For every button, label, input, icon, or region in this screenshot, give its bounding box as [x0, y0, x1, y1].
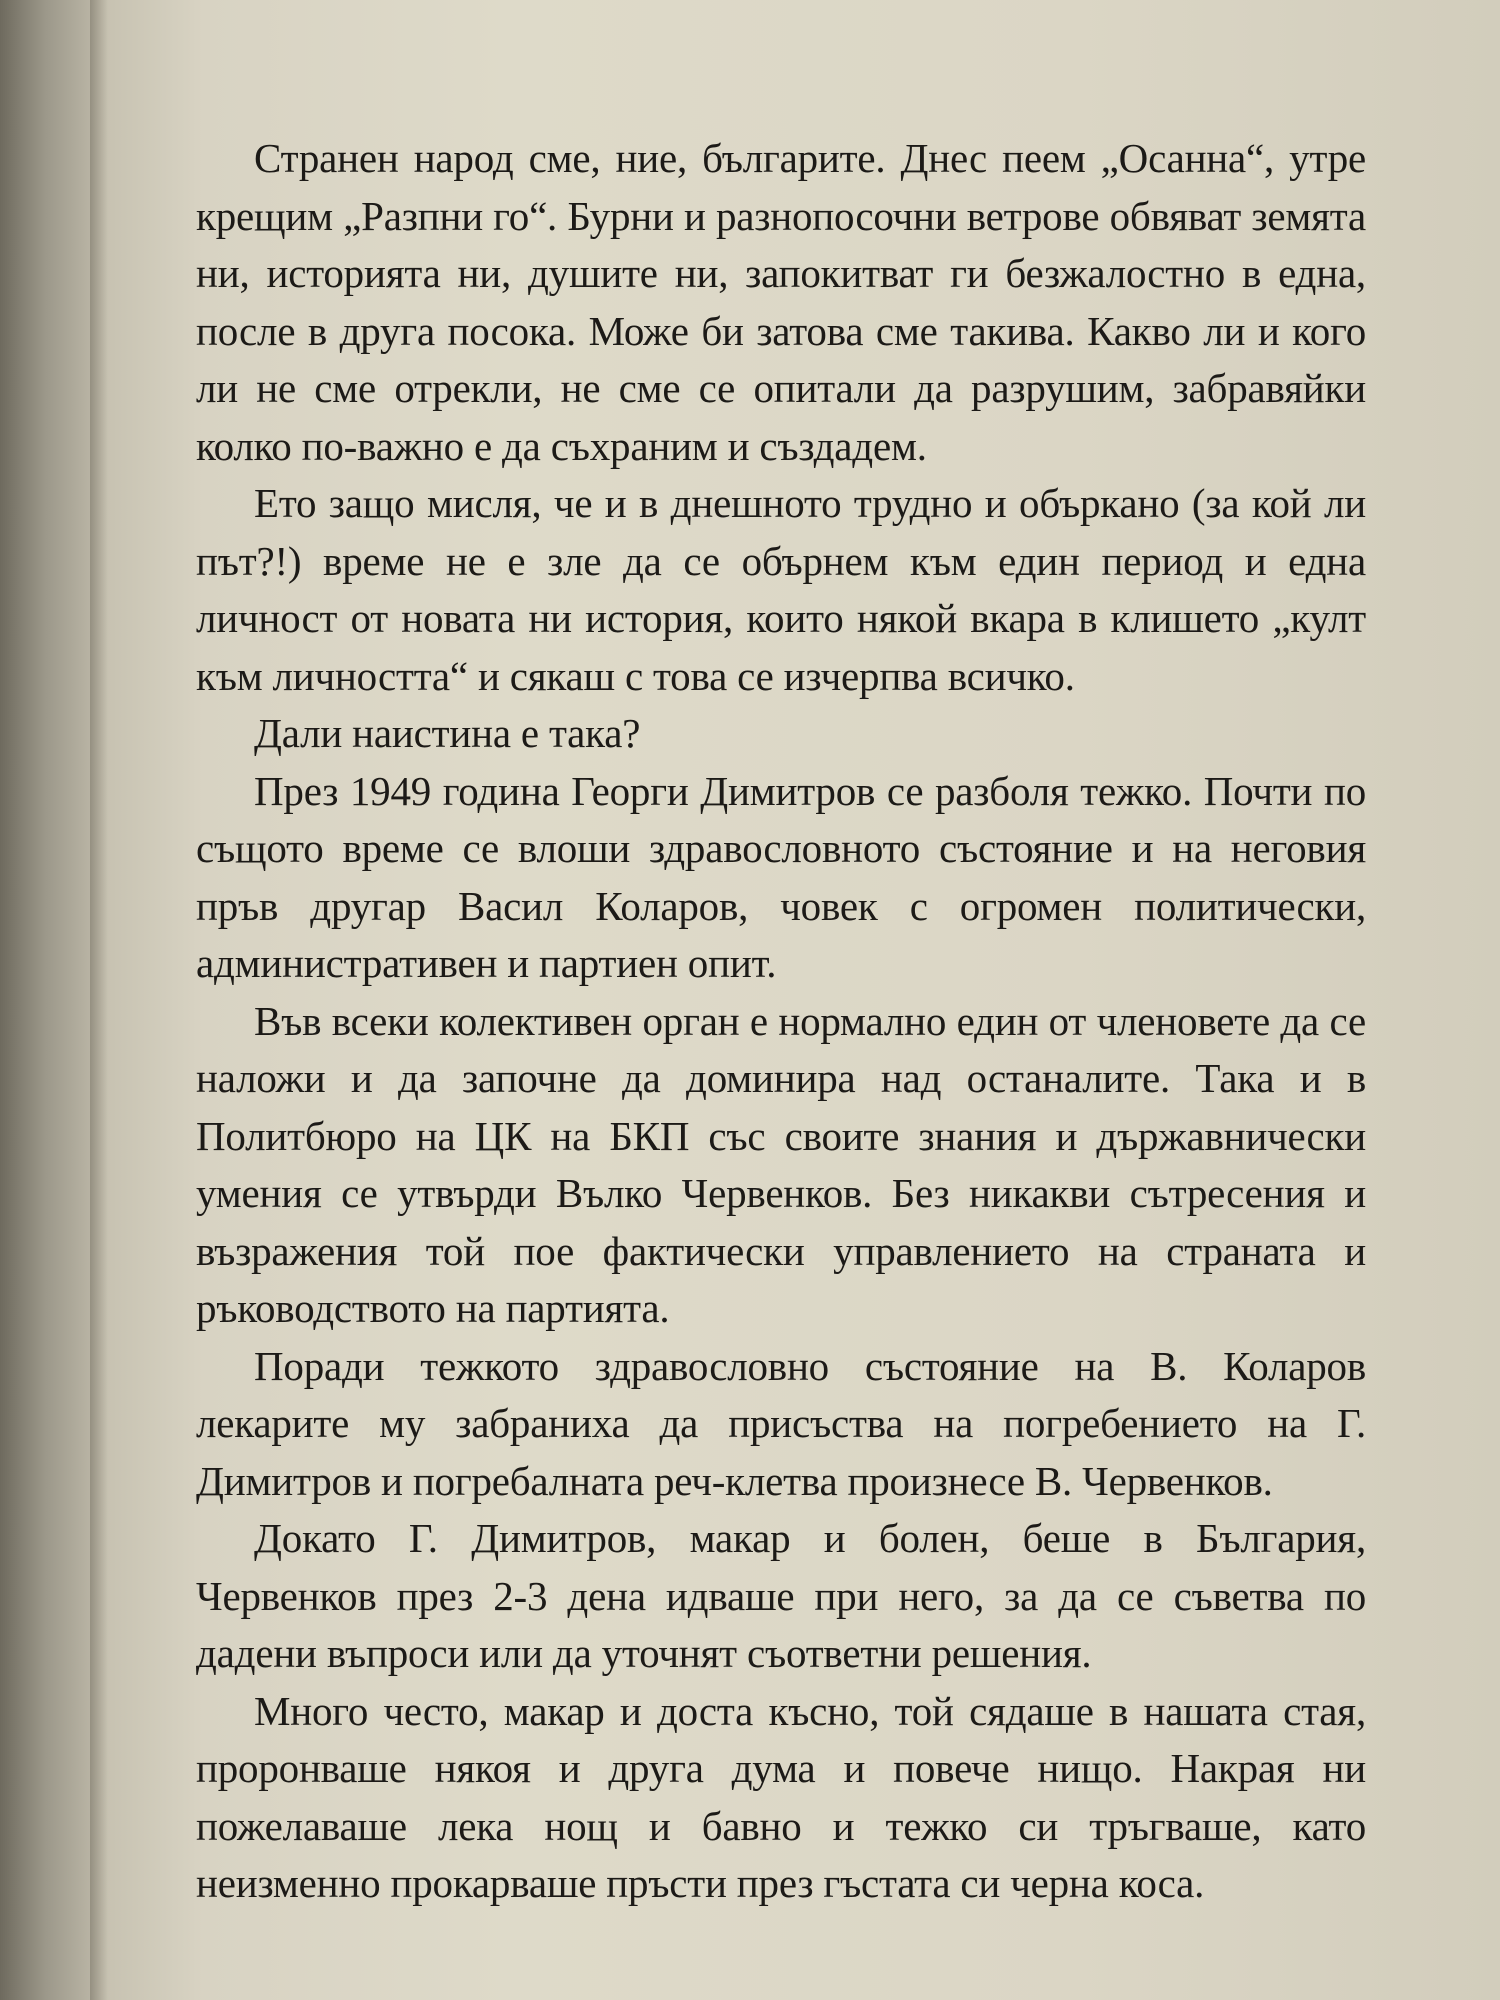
paragraph: През 1949 година Георги Димитров се разболя тежко. Почти по същото време се влоши здравословното състояние и на неговия пръв другар Васил Коларов, човек с огромен политически, административен и партиен опит.	[196, 767, 1366, 986]
paragraph: Много често, макар и доста късно, той сядаше в нашата стая, проронваше някоя и друга дума и повече нищо. Накрая ни пожелаваше лека нощ и бавно и тежко си тръгваше, като неизменно прокарваше пръсти през гъстата си черна коса.	[196, 1687, 1366, 1906]
paragraph: Ето защо мисля, че и в днешното трудно и объркано (за кой ли път?!) време не е зле да се обърнем към един период и една личност от новата ни история, които някой вкара в клишето „култ към личността“ и сякаш с това се изчерпва всичко.	[196, 480, 1366, 699]
paragraph: Във всеки колективен орган е нормално един от членовете да се наложи и да започне да доминира над останалите. Така и в Политбюро на ЦК на БКП със своите знания и държавнически умения се утвърди Вълко Червенков. Без никакви сътресения и възражения той пое фактически управлението на страната и ръководството на партията.	[196, 997, 1366, 1331]
page-fold-shadow	[90, 0, 108, 2000]
paragraph: Докато Г. Димитров, макар и болен, беше в България, Червенков през 2-3 дена идваше при него, за да се съветва по дадени въпроси или да уточнят съответни решения.	[196, 1515, 1366, 1676]
paragraph: Странен народ сме, ние, българите. Днес пеем „Осанна“, утре крещим „Разпни го“. Бурни и разнопосочни ветрове обвяват земята ни, историята ни, душите ни, запокитват ги безжалостно в една, после в друга посока. Може би затова сме такива. Какво ли и кого ли не сме отрекли, не сме се опитали да разрушим, забравяйки колко по-важно е да съхраним и създадем.	[196, 135, 1366, 469]
paragraph: Дали наистина е така?	[254, 710, 641, 756]
paragraph: Поради тежкото здравословно състояние на В. Коларов лекарите му забраниха да присъства на погребението на Г. Димитров и погребалната реч-клетва произнесе В. Червенков.	[196, 1342, 1366, 1504]
page-text	[196, 130, 1366, 1913]
